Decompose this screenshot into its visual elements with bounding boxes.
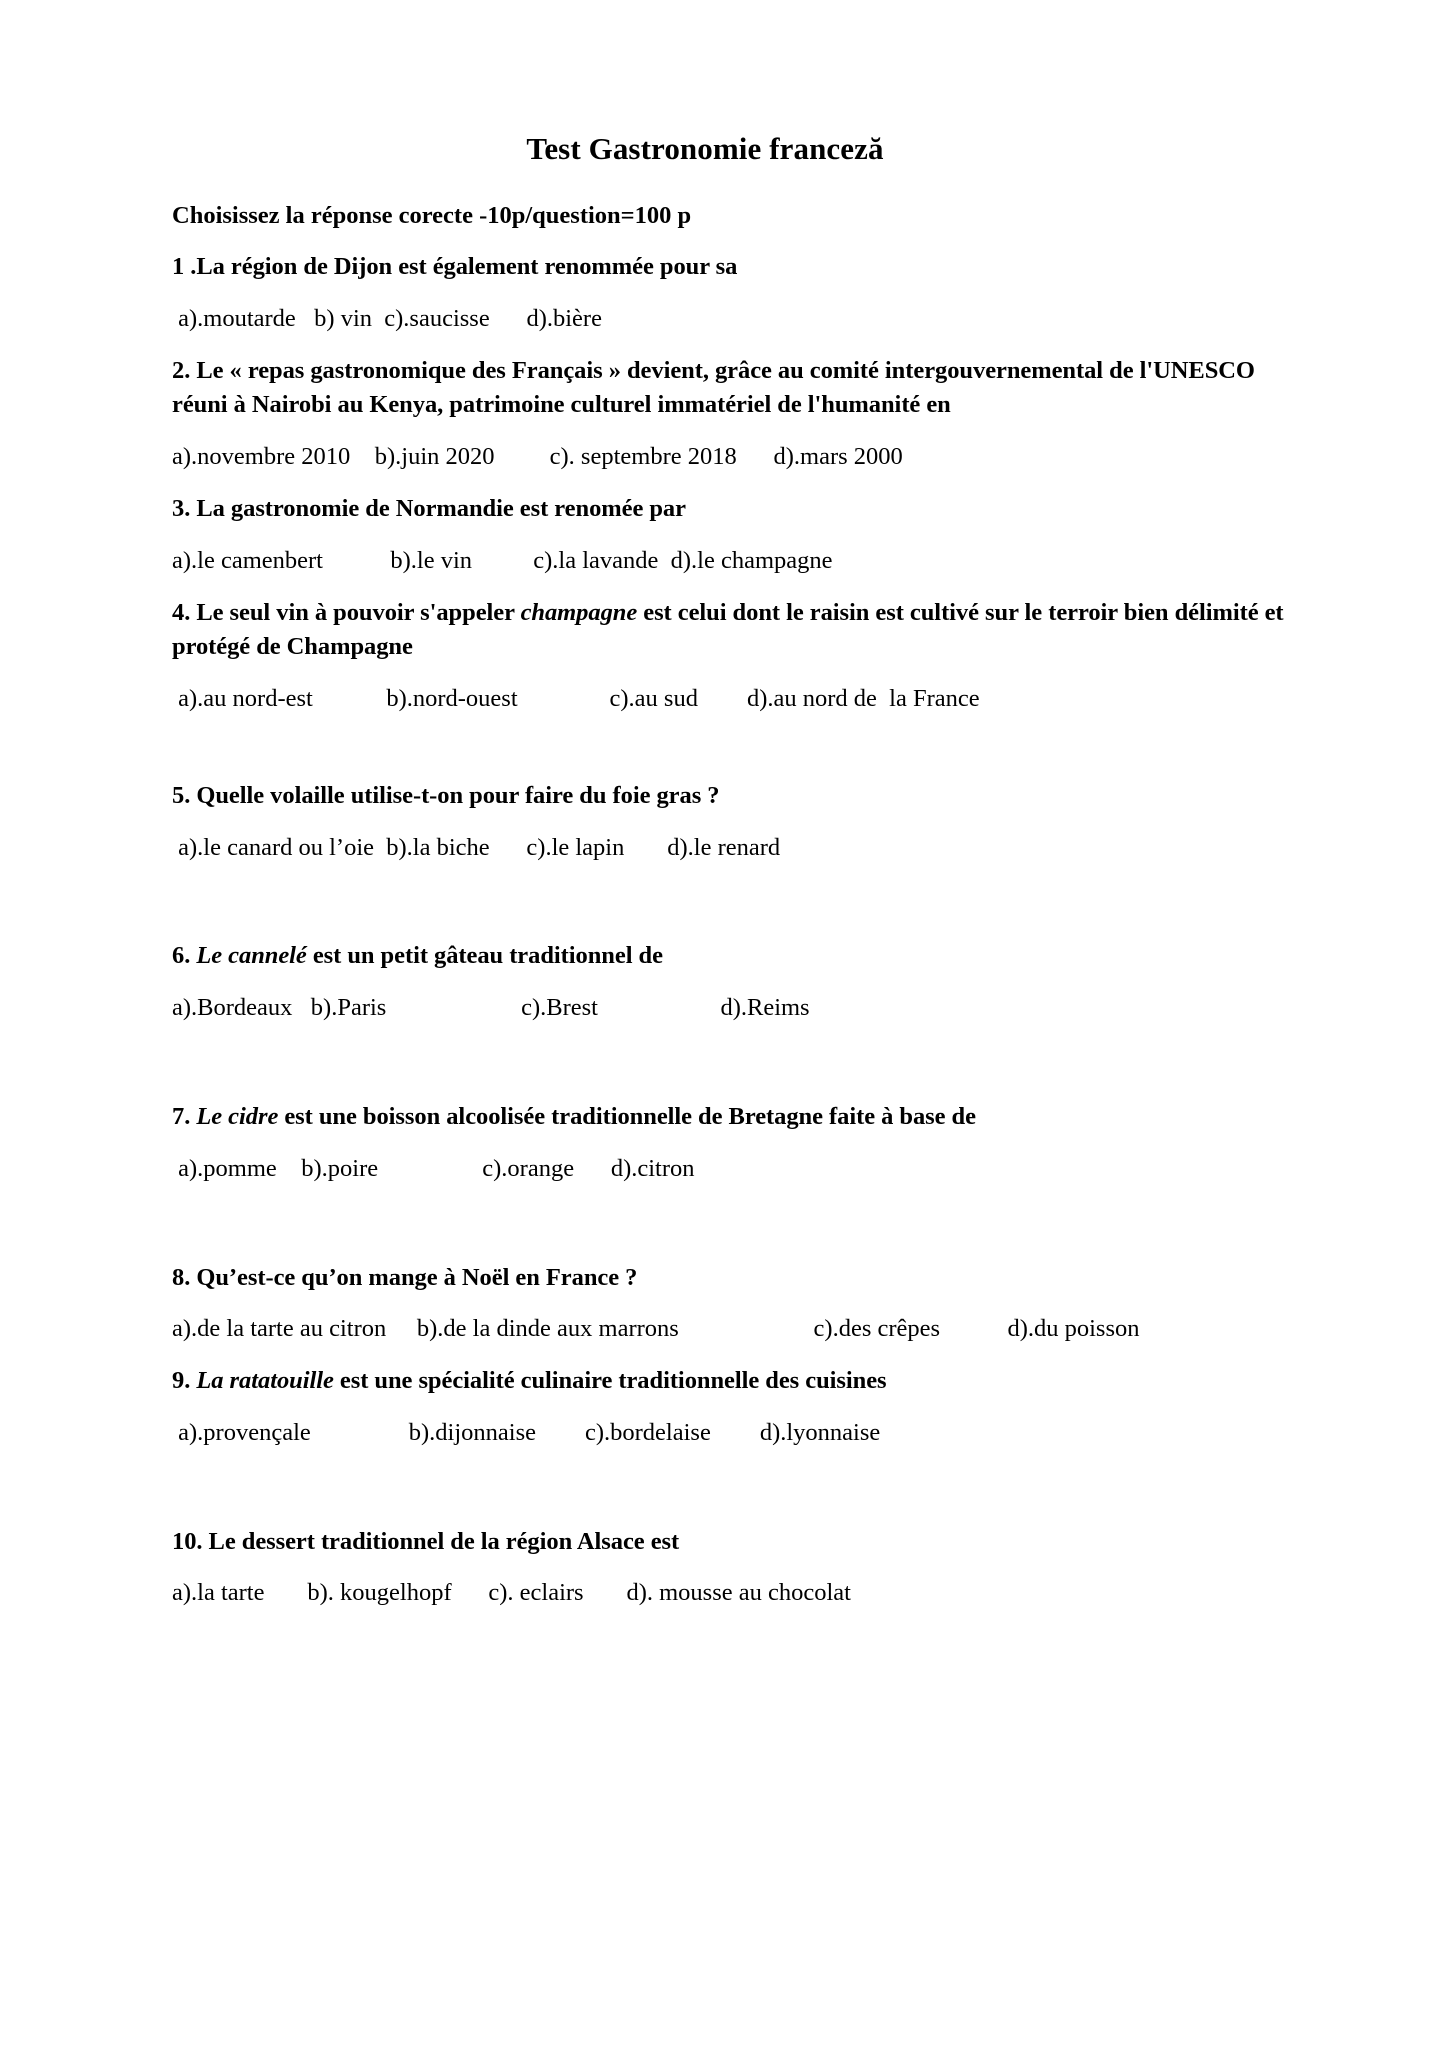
question-3-answers[interactable]: a).le camenbert b).le vin c).la lavande d).le champagne [172, 546, 833, 574]
question-4-stem-emphasis: champagne [520, 598, 638, 626]
question-7-stem-part1: 7. [172, 1102, 197, 1130]
question-6-stem-part1: 6. [172, 942, 197, 970]
question-4-stem-part1: 4. Le seul vin à pouvoir s'appeler [172, 598, 521, 626]
instruction-line: Choisissez la réponse corecte -10p/question=100 p [172, 201, 692, 229]
question-9-stem-part1: 9. [172, 1367, 197, 1395]
question-7-stem-emphasis: Le cidre [196, 1102, 279, 1130]
question-6-answers[interactable]: a).Bordeaux b).Paris c).Brest d).Reims [172, 994, 810, 1022]
question-1-stem: 1 .La région de Dijon est également renommée pour sa [172, 253, 738, 281]
question-9-stem [172, 1364, 1298, 1399]
question-1-answers[interactable]: a).moutarde b) vin c).saucisse d).bière [172, 304, 602, 332]
question-4-stem [172, 596, 1298, 666]
page-title: Test Gastronomie franceză [526, 131, 884, 166]
question-6-stem [172, 939, 1298, 974]
question-6-stem-part2: est un petit gâteau traditionnel de [306, 942, 663, 970]
question-6-stem-emphasis: Le cannelé [196, 942, 307, 970]
question-9-answers[interactable]: a).provençale b).dijonnaise c).bordelaise d).lyonnaise [172, 1418, 881, 1446]
question-2-answers[interactable]: a).novembre 2010 b).juin 2020 c). septembre 2018 d).mars 2000 [172, 443, 903, 471]
question-5-answers[interactable]: a).le canard ou l’oie b).la biche c).le lapin d).le renard [172, 833, 781, 861]
question-3-stem: 3. La gastronomie de Normandie est renomée par [172, 494, 686, 522]
question-9-stem-emphasis: La ratatouille [196, 1367, 334, 1395]
question-7-answers[interactable]: a).pomme b).poire c).orange d).citron [172, 1154, 695, 1182]
question-4-stem-part2: est celui dont le raisin est cultivé sur le terroir bien délimité et protégé de Champagne [172, 598, 1284, 661]
question-7-stem [172, 1100, 1298, 1135]
question-8-stem: 8. Qu’est-ce qu’on mange à Noël en France ? [172, 1263, 638, 1291]
question-9-stem-part2: est une spécialité culinaire traditionnelle des cuisines [333, 1367, 887, 1395]
question-5-stem: 5. Quelle volaille utilise-t-on pour faire du foie gras ? [172, 781, 720, 809]
question-8-answers[interactable]: a).de la tarte au citron b).de la dinde aux marrons c).des crêpes d).du poisson [172, 1315, 1140, 1343]
question-7-stem-part2: est une boisson alcoolisée traditionnelle de Bretagne faite à base de [278, 1102, 976, 1130]
question-10-answers[interactable]: a).la tarte b). kougelhopf c). eclairs d). mousse au chocolat [172, 1579, 851, 1607]
question-10-stem: 10. Le dessert traditionnel de la région Alsace est [172, 1527, 680, 1555]
question-2-stem: 2. Le « repas gastronomique des Français » devient, grâce au comité intergouvernemental de l'UNESCO réuni à Nairobi au Kenya, patrimoine culturel immatériel de l'humanité en [172, 356, 1255, 419]
question-4-answers[interactable]: a).au nord-est b).nord-ouest c).au sud d).au nord de la France [172, 685, 980, 713]
